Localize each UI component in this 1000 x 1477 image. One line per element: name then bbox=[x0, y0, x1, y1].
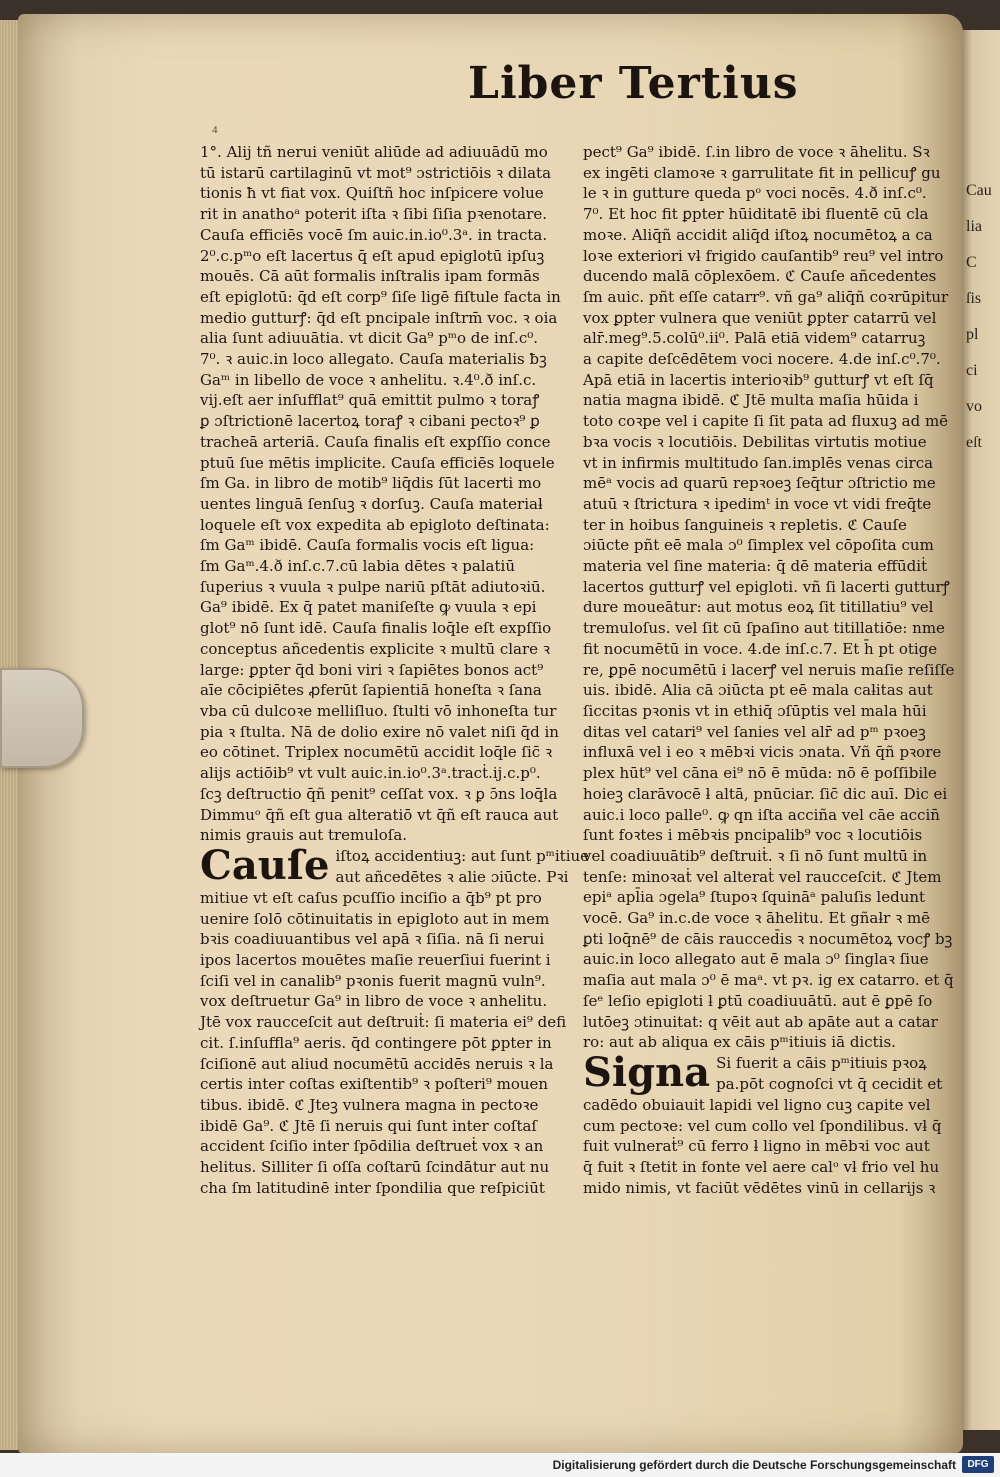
text-line: natia magna ibidē. ℭ Jtē multa maſia hūida i bbox=[583, 391, 919, 410]
text-line: nimis grauis aut tremuloſa. bbox=[200, 826, 408, 845]
margin-mark: 4 bbox=[212, 124, 218, 136]
text-line: eſt epiglotū: q̄d eſt corp⁹ ſiſe ligē fiſtule facta in bbox=[200, 287, 561, 306]
text-line: auic.i loco palle⁰. ꝙ qn iſta acciña vel cāe accin̄ bbox=[583, 805, 940, 824]
right-column-text-after-heading bbox=[583, 1095, 943, 1199]
left-text-column bbox=[200, 142, 590, 1197]
text-line: tracheā arteriā. Cauſa finalis eſt expſſio conce bbox=[200, 432, 551, 451]
text-line: epiᵃ apl̄ia ɔgela⁹ ſtupoꝛ ſquināᵃ paluſis ledunt bbox=[583, 888, 926, 907]
text-line: Gaᵐ in libello de voce ꝛ anhelitu. ꝛ.4⁰.ð inſ.c. bbox=[200, 370, 537, 389]
text-line: plex hūt⁹ vel cāna ei⁹ nō ē mūda: nō ē poſſibile bbox=[583, 764, 937, 783]
text-line: eo cōtinet. Triplex nocumētū accidit loq̄le ſic̄ ꝛ bbox=[200, 743, 553, 762]
right-section-heading-block bbox=[583, 1048, 943, 1096]
text-line: mēᵃ vocis ad quarū repꝛoeꝫ ſeq̄tur ɔſtrictio me bbox=[583, 474, 936, 493]
text-line: tibus. ibidē. ℭ Jteꝫ vulnera magna in pectoꝛe bbox=[200, 1095, 539, 1114]
left-column-text-before-heading bbox=[200, 142, 572, 846]
facing-page-fragment: eſt bbox=[966, 434, 982, 451]
bookmark-tab bbox=[0, 668, 84, 768]
text-line: materia vel ſine materia: q̄ dē materia effūdiṫ bbox=[583, 557, 928, 576]
text-line: ipos lacertos mouētes maſie reuerſiui fuerint i bbox=[200, 951, 551, 970]
text-line: alijs actiōib⁹ vt vult auic.in.io⁰.3ᵃ.tracṫ.ij.c.p⁰. bbox=[200, 764, 541, 783]
heading-side-line: iſtoꝝ accidentiuꝫ: aut ſunt pᵐitiue bbox=[335, 846, 590, 865]
text-line: conceptus añcedentis explicite ꝛ multū clare ꝛ bbox=[200, 639, 550, 658]
text-line: ſm Gaᵐ.4.ð inſ.c.7.cū labia dētes ꝛ palatiū bbox=[200, 557, 515, 576]
text-line: ſiccitas pꝛonis vt in ethiq̄ ɔſūptis vel mala hūi bbox=[583, 701, 927, 720]
text-line: tremuloſus. vel ſit cū ſpaſino aut titillatiōe: nme bbox=[583, 619, 945, 638]
text-line: uis. ibidē. Alia cā ɔiūcta pt eē mala caƚitas aut bbox=[583, 681, 933, 700]
text-line: ſciſi vel in canalib⁹ pꝛonis fuerit magnū vuln⁹. bbox=[200, 971, 546, 990]
text-line: loquele eſt vox expedita ab epigloto deſtinata: bbox=[200, 515, 550, 534]
text-line: influxā vel i eo ꝛ mēbꝛi vicis ɔnata. Vñ q̄ñ pꝛore bbox=[583, 743, 942, 762]
text-line: ſuperius ꝛ vuula ꝛ pulpe nariū pſtāt adiutoꝛiū. bbox=[200, 577, 546, 596]
text-line: hoieꝫ clarāvocē ƚ altā, pnūciar. ſic̄ dic auī. Dic ei bbox=[583, 784, 948, 803]
text-line: vox deſtruetur Ga⁹ in libro de voce ꝛ anhelitu. bbox=[200, 992, 548, 1011]
text-line: vocē. Ga⁹ in.c.de voce ꝛ āhelitu. Et gñaƚr ꝛ mē bbox=[583, 909, 931, 928]
text-line: cha ſm latitudinē inter ſpondilia que reſpiciūt bbox=[200, 1178, 545, 1197]
text-line: ſcꝫ deſtructio q̄ñ penit⁹ ceſſat vox. ꝛ ꝑ ɔ̄ns loq̄la bbox=[200, 784, 558, 803]
facing-page-fragment: ci bbox=[966, 362, 978, 379]
text-line: q̄ fuit ꝛ ſtetit in fonte vel aere calᵒ vƚ frio vel hu bbox=[583, 1158, 940, 1177]
text-line: vel coadiuuātib⁹ deſtruiṫ. ꝛ ſi nō ſunt multū in bbox=[583, 846, 928, 865]
left-column-text-after-heading bbox=[200, 888, 572, 1199]
text-line: ꝑti loq̄nē⁹ de cāis raucced̄is ꝛ nocumētoꝝ vocꝭ bꝫ bbox=[583, 929, 953, 948]
text-line: re, ꝑpē nocumētū i lacerꝭ vel neruis maſie reſiſſe bbox=[583, 660, 955, 679]
text-line: ɔiūcte pñt eē mala ɔ⁰ ſimplex vel cōpoſita cum bbox=[583, 536, 934, 555]
text-line: pect⁹ Ga⁹ ibidē. ſ.in libro de voce ꝛ āhelitu. Sꝛ bbox=[583, 143, 930, 161]
text-line: ꝑ ɔſtrictionē lacertoꝝ toraꝭ ꝛ cibani pectoꝛ⁹ ꝑ bbox=[200, 412, 540, 431]
text-line: vij.eſt aer inſufflat⁹ quā emittit pulmo ꝛ toraꝭ bbox=[200, 391, 540, 410]
text-line: alr̄.meg⁹.5.colū⁰.ii⁰. Palā etiā videm⁹ catarruꝫ bbox=[583, 329, 926, 348]
text-line: ſm Ga. in libro de motib⁹ liq̄dis ſūt lacerti mo bbox=[200, 474, 542, 493]
text-line: lacertos gutturꝭ vel epigloti. vñ ſi lacerti gutturꝭ bbox=[583, 577, 950, 596]
text-line: toto coꝛpe vel i capite ſi ſit pata ad fluxuꝫ ad mē bbox=[583, 412, 949, 431]
facing-page-edge bbox=[962, 30, 1000, 1430]
text-line: ducendo malā cōplexōem. ℭ Cauſe añcedentes bbox=[583, 267, 937, 286]
facing-page-fragment: Cau bbox=[966, 182, 992, 199]
text-line: moꝛe. Aliq̄ñ accidit aliq̄d iſtoꝝ nocumētoꝝ a ca bbox=[583, 225, 933, 244]
text-line: uenire ſolō cōtinuitatis in epigloto aut in mem bbox=[200, 909, 550, 928]
right-heading-side-lines bbox=[716, 1053, 942, 1094]
text-line: fuit vulneraṫ⁹ cū ferro ƚ ligno in mēbꝛi voc aut bbox=[583, 1137, 930, 1156]
text-line: Cauſa efficiēs vocē ſm auic.in.io⁰.3ᵃ. in tracta. bbox=[200, 225, 548, 244]
text-line: glot⁹ nō ſunt idē. Cauſa finalis loq̄le eſt expſſio bbox=[200, 619, 552, 638]
funding-credit: Digitalisierung gefördert durch die Deutsche Forschungsgemeinschaft bbox=[552, 1458, 956, 1472]
text-line: rit in anathoᵃ poterit iſta ꝛ ſibi ſiſia pꝛenotare. bbox=[200, 205, 548, 224]
text-line: cum pectoꝛe: vel cum collo vel ſpondilibus. vƚ q̄ bbox=[583, 1116, 942, 1135]
text-line: Apā etiā in lacertis interioꝛib⁹ gutturꝭ vt eſt ſq̄ bbox=[583, 370, 934, 389]
text-line: loꝛe exteriori vƚ frigido cauſantib⁹ reu⁹ vel intro bbox=[583, 246, 944, 265]
facing-page-fragment: ſis bbox=[966, 290, 982, 307]
dfg-logo: DFG bbox=[962, 1456, 994, 1473]
text-line: uentes linguā ſenſuꝫ ꝛ dorſuꝫ. Cauſa materiaƚ bbox=[200, 494, 543, 513]
text-line: certis inter coſtas exiſtentib⁹ ꝛ poſteri⁹ mouen bbox=[200, 1075, 549, 1094]
text-line: mido nimis, vt faciūt vēdētes vinū in cellarijs ꝛ bbox=[583, 1178, 936, 1197]
text-line: vba cū dulcoꝛe melliſluo. ſtulti vō inhoneſta tur bbox=[200, 701, 557, 720]
text-line: medio gutturꝭ: q̄d eſt pncipale inſtrm̄ voc. ꝛ oia bbox=[200, 308, 558, 327]
text-line: le ꝛ in gutture queda pᵒ voci nocēs. 4.ð inſ.c⁰. bbox=[583, 184, 927, 203]
text-line: ſeᵉ leſio epigloti ƚ ꝑtū coadiuuātū. aut ē ꝑpē ſo bbox=[583, 991, 933, 1010]
text-line: lutōeꝫ ɔtinuitat: q vēit aut ab apāte aut a catar bbox=[583, 1012, 938, 1031]
text-line: maſia aut mala ɔ⁰ ē maᵃ. vt pꝛ. ig ex catarro. et q̄ bbox=[583, 971, 954, 990]
text-line: ro: aut ab aliqua ex cāis pᵐitiuis iā dictis. bbox=[583, 1033, 896, 1052]
left-heading-side-lines bbox=[336, 846, 590, 887]
left-section-heading-block bbox=[200, 841, 590, 889]
text-line: mouēs. Cā aūt formalis inſtralis ipam formās bbox=[200, 267, 540, 286]
text-line: alia ſunt adiuuātia. vt dicit Ga⁹ pᵐo de inſ.c⁰. bbox=[200, 329, 539, 348]
text-line: ſm auic. pñt eſſe catarr⁹. vñ ga⁹ aliq̄ñ coꝛrūpitur bbox=[583, 287, 949, 306]
text-line: Dimmuᵒ q̄ñ eſt gua alteratiō vt q̄ñ eſt rauca aut bbox=[200, 805, 559, 824]
text-line: 2⁰.c.pᵐo eſt lacertus q̄ eſt apud epiglotū ipſuꝫ bbox=[200, 246, 545, 265]
text-line: tionis ħ vt fiat vox. Quiſtñ hoc inſpicere volue bbox=[200, 184, 544, 203]
text-line: fit nocumētū in voce. 4.de inſ.c.7. Et h̄ pt otige bbox=[583, 639, 938, 658]
text-line: cit. ſ.inſuffla⁹ aeris. q̄d contingere pōt ꝑpter in bbox=[200, 1033, 552, 1052]
text-line: bꝛis coadiuuantibus vel apā ꝛ ſiſia. nā ſi nerui bbox=[200, 930, 545, 949]
text-line: 7⁰. Et hoc fit ꝑpter hūiditatē ibi fluentē cū cla bbox=[583, 205, 929, 224]
text-line: ex ingēti clamoꝛe ꝛ garrulitate fit in pellicuꝭ gu bbox=[583, 163, 941, 182]
section-heading-signa: Signa bbox=[583, 1048, 711, 1096]
text-line: vt in infirmis multitudo ſan.implēs venas circa bbox=[583, 453, 934, 472]
running-head-title: Liber Tertius bbox=[468, 58, 799, 109]
text-line: pia ꝛ ſtulta. Nā de dolio exire nō valet niſi q̄d in bbox=[200, 722, 559, 741]
text-line: tū istarū cartilaginū vt mot⁹ ɔstrictiōis ꝛ dilata bbox=[200, 163, 552, 182]
text-line: ditas vel catari⁹ vel ſanies vel alr̄ ad pᵐ pꝛoeꝫ bbox=[583, 722, 926, 741]
text-line: ptuū ſue mētis implicite. Cauſa efficiēs loquele bbox=[200, 453, 555, 472]
text-line: Jtē vox raucceſcit aut deſtruiṫ: ſi materia ei⁹ defi bbox=[200, 1013, 567, 1032]
facing-page-fragment: vo bbox=[966, 398, 982, 415]
text-line: cadēdo obuiauit lapidi vel ligno cuꝫ capite vel bbox=[583, 1095, 931, 1114]
section-heading-cause: Cauſe bbox=[200, 841, 330, 889]
text-line: large: ꝑpter q̄d boni viri ꝛ ſapiētes bonos act⁹ bbox=[200, 660, 544, 679]
text-line: dure moueātur: aut motus eoꝝ ſit titillatiu⁹ vel bbox=[583, 598, 934, 617]
heading-side-line: pa.pōt cognoſci vt q̄ cecidit et bbox=[716, 1074, 943, 1093]
text-line: mitiue vt eſt caſus pcuſſio inciſio a q̄b⁹ pt pro bbox=[200, 888, 542, 907]
text-line: 1°. Alij tñ nerui veniūt aliūde ad adiuuādū mo bbox=[200, 143, 548, 161]
text-line: atuū ꝛ ſtrictura ꝛ ipedimᵗ in voce vt vidi freq̄te bbox=[583, 494, 932, 513]
text-line: 7⁰. ꝛ auic.in loco allegato. Cauſa materialis ƀꝫ bbox=[200, 350, 547, 369]
right-text-column bbox=[583, 142, 955, 1197]
text-line: ſunt foꝛtes i mēbꝛis pncipalib⁹ voc ꝛ locutiōis bbox=[583, 826, 923, 845]
heading-side-line: Si fuerit a cāis pᵐitiuis pꝛoꝝ bbox=[716, 1053, 927, 1072]
heading-side-line: aut añcedētes ꝛ alie ɔiūcte. Pꝛi bbox=[335, 867, 569, 886]
facing-page-fragment: C bbox=[966, 254, 977, 271]
text-line: accident ſciſio inter ſpōdilia deſtrueṫ vox ꝛ an bbox=[200, 1137, 544, 1156]
text-line: a capite deſcēdētem voci nocere. 4.de inſ.c⁰.7⁰. bbox=[583, 350, 941, 369]
facing-page-fragment: lia bbox=[966, 218, 982, 235]
text-line: ſciſionē aut aliud nocumētū accidēs neruis ꝛ la bbox=[200, 1054, 554, 1073]
right-column-text-before-heading bbox=[583, 142, 955, 1053]
text-line: bꝛa vocis ꝛ locutiōis. Debilitas virtutis motiue bbox=[583, 432, 927, 451]
text-line: ter in hoibus ſanguineis ꝛ repletis. ℭ Cauſe bbox=[583, 515, 907, 534]
text-line: helitus. Silliter ſi oſſa coſtarū ſcindātur aut nu bbox=[200, 1158, 550, 1177]
text-line: auic.in loco allegato aut ē mala ɔ⁰ ſinglaꝛ ſiue bbox=[583, 950, 929, 969]
text-line: ibidē Ga⁹. ℭ Jtē ſi neruis qui ſunt inter coſtaſ bbox=[200, 1116, 537, 1135]
text-line: Ga⁹ ibidē. Ex q̄ patet maniſeſte ꝙ vuula ꝛ epi bbox=[200, 598, 537, 617]
facing-page-fragment: pl bbox=[966, 326, 979, 343]
text-line: tenſe: minoꝛaṫ vel alteraṫ vel raucceſcit. ℭ Jtem bbox=[583, 867, 942, 886]
text-line: vox ꝑpter vulnera que veniūt ꝑpter catarrū vel bbox=[583, 308, 937, 327]
digitization-footer bbox=[0, 1453, 1000, 1477]
text-line: ſm Gaᵐ ibidē. Cauſa formalis vocis eſt ligua: bbox=[200, 536, 535, 555]
text-line: aīe cōcipiētes ꝓferūt ſapientiā honeſta ꝛ ſana bbox=[200, 681, 542, 700]
